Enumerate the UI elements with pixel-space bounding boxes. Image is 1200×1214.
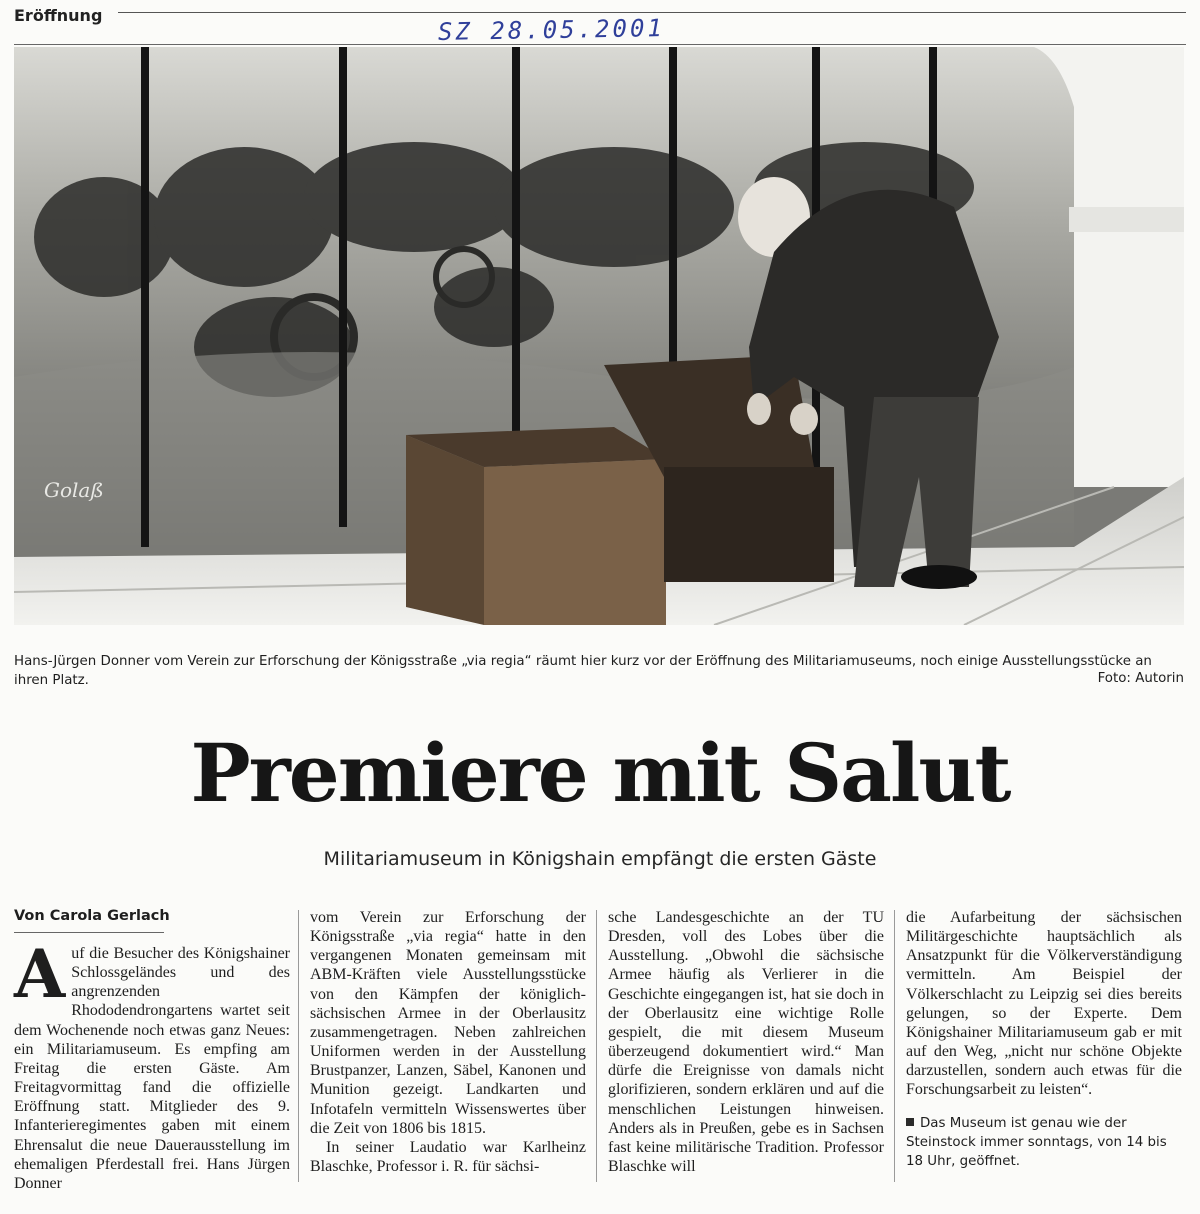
byline: Von Carola Gerlach — [14, 908, 170, 924]
headline: Premiere mit Salut — [190, 726, 1010, 820]
article-column-4 — [906, 908, 1182, 1171]
column-rule — [298, 910, 299, 1182]
subheadline: Militariamuseum in Königshain empfängt die ersten Gäste — [323, 848, 877, 870]
byline-rule — [14, 932, 164, 933]
opening-hours-infobox — [906, 1114, 1182, 1171]
column-3-text: sche Landesgeschichte an der TU Dresden, voll des Lobes über die Ausstellung. „Obwohl die sächsische Armee häufig als Verlierer in die Geschichte eingegangen ist, hat sie doch in der Oberlausitz eine wichtige Rolle gespielt, die mit diesem Museum überzeugend dokumentiert wird.“ Man dürfe die Ereignisse von damals nicht glorifizieren, sondern erklären und auf die menschlichen Leistungen hinweisen. Anders als in Preußen, gebe es in Sachsen fast keine militärische Tradition. Professor Blaschke will — [608, 909, 884, 1176]
article-column-3 — [608, 908, 884, 1176]
article-column-1 — [14, 935, 290, 1193]
column-1-text: uf die Besucher des Königshainer Schlossgeländes und des angrenzenden Rhododendrongartens wartet seit dem Wochenende noch etwas ganz Neues: ein Militariamuseum. Es empfing am Freitag die ersten Gäste. Am Freitagvormittag fand die offizielle Eröffnung statt. Mitglieder des 9. Infanterieregimentes gaben mit einem Ehrensalut die neue Dauerausstellung im ehemaligen Pferdestall frei. Hans Jürgen Donner — [14, 945, 290, 1192]
painting-signature: Golaß — [44, 478, 104, 502]
column-4-text: die Aufarbeitung der sächsischen Militärgeschichte hauptsächlich als Ansatzpunkt für die Völkerverständigung vermitteln. Am Beispiel der Völkerschlacht zu Leipzig sei dies bereits gelungen, so der Experte. Dem Königshainer Militariamuseum gab er mit auf den Weg, „nicht nur schöne Objekte darzustellen, sondern auch etwas für die Forschungsarbeit zu leisten“. — [906, 909, 1182, 1099]
top-rule — [118, 12, 1186, 13]
section-label: Eröffnung — [14, 6, 103, 25]
photo-illustration — [14, 47, 1184, 625]
column-rule — [596, 910, 597, 1182]
photo-caption: Hans-Jürgen Donner vom Verein zur Erforschung der Königsstraße „via regia“ räumt hier kurz vor der Eröffnung des Militariamuseums, noch einige Ausstellungsstücke an ihren Platz. — [14, 654, 1152, 688]
column-2-paragraph-2: In seiner Laudatio war Karlheinz Blaschke, Professor i. R. für sächsi- — [310, 1138, 586, 1176]
handwritten-date-note: SZ 28.05.2001 — [437, 14, 666, 46]
column-2-paragraph-1: vom Verein zur Erforschung der Königsstraße „via regia“ hatte in den vergangenen Monaten gemeinsam mit ABM-Kräften viele Ausstellungsstücke von den Kämpfen der königlich-sächsischen Armee in der Oberlausitz zusammengetragen. Neben zahlreichen Uniformen werden in der Ausstellung Brustpanzer, Lanzen, Säbel, Kanonen und Munition gezeigt. Landkarten und Infotafeln vermitteln Wissenswertes über die Zeit von 1806 bis 1815. — [310, 909, 586, 1137]
square-bullet-icon — [906, 1118, 914, 1126]
column-rule — [894, 910, 895, 1182]
article-column-2 — [310, 908, 586, 1176]
article-photo — [14, 47, 1184, 625]
photo-top-rule — [14, 44, 1186, 45]
photo-credit: Foto: Autorin — [1097, 671, 1184, 686]
infobox-text: Das Museum ist genau wie der Steinstock immer sonntags, von 14 bis 18 Uhr, geöffnet. — [906, 1115, 1167, 1169]
drop-cap: A — [14, 935, 66, 1013]
